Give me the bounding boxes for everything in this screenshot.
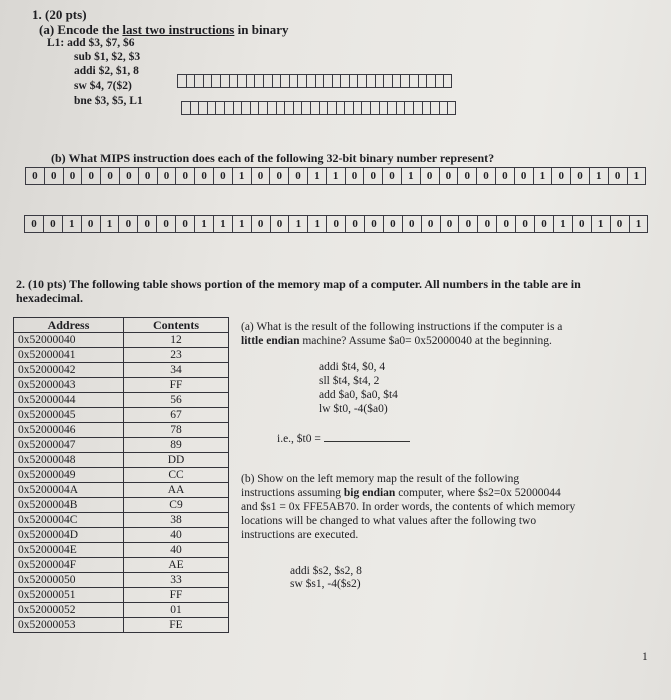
code-line-2: sub $1, $2, $3	[74, 51, 141, 63]
binary-digit: 0	[609, 168, 628, 184]
binary-digit: 1	[308, 168, 327, 184]
bit-slot[interactable]	[224, 101, 233, 115]
binary-digit: 1	[590, 168, 609, 184]
address-cell: 0x5200004A	[14, 483, 124, 498]
address-header: Address	[14, 318, 124, 333]
contents-cell: 12	[124, 333, 229, 348]
binary-digit: 0	[422, 216, 441, 232]
bit-slot[interactable]	[233, 101, 242, 115]
binary-digit: 0	[535, 216, 554, 232]
binary-digit: 0	[120, 168, 139, 184]
contents-cell: 38	[124, 513, 229, 528]
bit-slot[interactable]	[241, 101, 250, 115]
binary-word-1	[25, 167, 646, 185]
binary-digit: 0	[346, 168, 365, 184]
binary-digit: 0	[176, 168, 195, 184]
bit-slot[interactable]	[215, 101, 224, 115]
address-cell: 0x5200004C	[14, 513, 124, 528]
binary-digit: 1	[327, 168, 346, 184]
binary-digit: 1	[233, 168, 252, 184]
q2a-code-2: sll $t4, $t4, 2	[319, 375, 380, 387]
big-endian-emphasis: big endian	[343, 487, 396, 499]
q1-heading: 1. (20 pts)	[32, 7, 87, 22]
bit-slot[interactable]	[250, 101, 259, 115]
contents-cell: FF	[124, 588, 229, 603]
memory-map-table	[13, 317, 229, 633]
page-number: 1	[642, 651, 648, 663]
answer-box-sw[interactable]	[177, 74, 452, 88]
binary-digit: 0	[403, 216, 422, 232]
binary-digit: 1	[628, 168, 647, 184]
binary-digit: 0	[138, 216, 157, 232]
binary-digit: 0	[571, 168, 590, 184]
bit-slot[interactable]	[203, 74, 212, 88]
contents-cell: CC	[124, 468, 229, 483]
binary-digit: 0	[459, 216, 478, 232]
binary-digit: 0	[26, 168, 45, 184]
bit-slot[interactable]	[396, 101, 405, 115]
contents-cell: 40	[124, 528, 229, 543]
binary-word-2	[24, 215, 648, 233]
binary-digit: 1	[101, 216, 120, 232]
q2-heading-line-2: hexadecimal.	[16, 291, 83, 305]
bit-slot[interactable]	[198, 101, 207, 115]
binary-digit: 1	[554, 216, 573, 232]
binary-digit: 0	[364, 168, 383, 184]
table-row	[14, 588, 229, 603]
answer-blank[interactable]	[324, 430, 410, 442]
binary-digit: 1	[63, 216, 82, 232]
bit-slot[interactable]	[276, 101, 285, 115]
bit-slot[interactable]	[246, 74, 255, 88]
address-cell: 0x52000044	[14, 393, 124, 408]
bit-slot[interactable]	[181, 101, 190, 115]
table-row	[14, 513, 229, 528]
contents-cell: 34	[124, 363, 229, 378]
binary-digit: 0	[365, 216, 384, 232]
binary-digit: 0	[119, 216, 138, 232]
binary-digit: 0	[25, 216, 44, 232]
table-row	[14, 438, 229, 453]
contents-cell: C9	[124, 498, 229, 513]
bit-slot[interactable]	[289, 74, 298, 88]
binary-digit: 0	[44, 216, 63, 232]
bit-slot[interactable]	[418, 74, 427, 88]
address-cell: 0x5200004D	[14, 528, 124, 543]
contents-cell: FE	[124, 618, 229, 633]
address-cell: 0x52000052	[14, 603, 124, 618]
address-cell: 0x52000040	[14, 333, 124, 348]
bit-slot[interactable]	[263, 74, 272, 88]
bit-slot[interactable]	[426, 74, 435, 88]
address-cell: 0x52000049	[14, 468, 124, 483]
bit-slot[interactable]	[379, 101, 388, 115]
bit-slot[interactable]	[310, 101, 319, 115]
bit-slot[interactable]	[413, 101, 422, 115]
bit-slot[interactable]	[319, 101, 328, 115]
bit-slot[interactable]	[404, 101, 413, 115]
binary-digit: 0	[214, 168, 233, 184]
bit-slot[interactable]	[439, 101, 448, 115]
table-row	[14, 498, 229, 513]
binary-digit: 1	[402, 168, 421, 184]
binary-digit: 1	[308, 216, 327, 232]
bit-slot[interactable]	[435, 74, 444, 88]
binary-digit: 1	[592, 216, 611, 232]
bit-slot[interactable]	[229, 74, 238, 88]
binary-digit: 0	[158, 168, 177, 184]
address-cell: 0x52000048	[14, 453, 124, 468]
binary-digit: 0	[157, 216, 176, 232]
binary-digit: 0	[289, 168, 308, 184]
binary-digit: 0	[176, 216, 195, 232]
binary-digit: 1	[534, 168, 553, 184]
bit-slot[interactable]	[366, 74, 375, 88]
contents-cell: 56	[124, 393, 229, 408]
table-row	[14, 348, 229, 363]
binary-digit: 0	[346, 216, 365, 232]
bit-slot[interactable]	[237, 74, 246, 88]
binary-digit: 0	[139, 168, 158, 184]
address-cell: 0x5200004F	[14, 558, 124, 573]
binary-digit: 0	[383, 168, 402, 184]
q2a-answer-line: i.e., $t0 =	[277, 430, 410, 445]
bit-slot[interactable]	[332, 74, 341, 88]
table-row	[14, 363, 229, 378]
bit-slot[interactable]	[220, 74, 229, 88]
address-cell: 0x52000043	[14, 378, 124, 393]
table-row	[14, 483, 229, 498]
address-cell: 0x52000050	[14, 573, 124, 588]
binary-digit: 0	[441, 216, 460, 232]
contents-cell: DD	[124, 453, 229, 468]
bit-slot[interactable]	[301, 101, 310, 115]
q2b-code-1: addi $s2, $s2, 8	[290, 565, 362, 577]
binary-digit: 0	[497, 216, 516, 232]
bit-slot[interactable]	[400, 74, 409, 88]
table-row	[14, 528, 229, 543]
bit-slot[interactable]	[336, 101, 345, 115]
table-row	[14, 543, 229, 558]
q1-part-a-emphasis: last two instructions	[122, 22, 235, 37]
address-cell: 0x52000047	[14, 438, 124, 453]
binary-digit: 0	[252, 168, 271, 184]
binary-digit: 0	[195, 168, 214, 184]
bit-slot[interactable]	[194, 74, 203, 88]
address-cell: 0x52000051	[14, 588, 124, 603]
bit-slot[interactable]	[383, 74, 392, 88]
contents-cell: 40	[124, 543, 229, 558]
bit-slot[interactable]	[422, 101, 431, 115]
q2-part-b-prompt: (b) Show on the left memory map the result of the following instructions assuming big endian computer, where $s2=0x 52000044 and $s1 = 0x FFE5AB70. In order words, the contents of which memory locations will be changed to what values after the following two instructions are executed.	[241, 473, 576, 541]
table-row	[14, 618, 229, 633]
code-line-1: L1: add $3, $7, $6	[47, 37, 135, 49]
code-line-3: addi $2, $1, 8	[74, 65, 139, 77]
binary-digit: 0	[496, 168, 515, 184]
bit-slot[interactable]	[297, 74, 306, 88]
binary-digit: 0	[45, 168, 64, 184]
binary-digit: 1	[195, 216, 214, 232]
binary-digit: 0	[458, 168, 477, 184]
q1-part-a-prompt: (a) Encode the last two instructions in binary	[39, 22, 289, 37]
little-endian-emphasis: little endian	[241, 335, 300, 347]
address-cell: 0x52000045	[14, 408, 124, 423]
binary-digit: 0	[516, 216, 535, 232]
binary-digit: 1	[214, 216, 233, 232]
binary-digit: 0	[573, 216, 592, 232]
bit-slot[interactable]	[211, 74, 220, 88]
binary-digit: 0	[477, 168, 496, 184]
address-cell: 0x52000053	[14, 618, 124, 633]
answer-box-bne[interactable]	[181, 101, 456, 115]
address-cell: 0x5200004B	[14, 498, 124, 513]
bit-slot[interactable]	[190, 101, 199, 115]
bit-slot[interactable]	[409, 74, 418, 88]
binary-digit: 0	[82, 168, 101, 184]
binary-digit: 0	[64, 168, 83, 184]
q2a-code-3: add $a0, $a0, $t4	[319, 389, 398, 401]
table-row	[14, 378, 229, 393]
q2b-code-2: sw $s1, -4($s2)	[290, 578, 361, 590]
address-cell: 0x52000046	[14, 423, 124, 438]
binary-digit: 0	[327, 216, 346, 232]
bit-slot[interactable]	[349, 74, 358, 88]
bit-slot[interactable]	[207, 101, 216, 115]
code-line-4: sw $4, 7($2)	[74, 80, 132, 92]
binary-digit: 0	[270, 168, 289, 184]
table-row	[14, 573, 229, 588]
bit-slot[interactable]	[315, 74, 324, 88]
table-row	[14, 453, 229, 468]
q1-part-b-prompt: (b) What MIPS instruction does each of the following 32-bit binary number represent?	[51, 151, 495, 165]
binary-digit: 0	[271, 216, 290, 232]
bit-slot[interactable]	[447, 101, 456, 115]
table-row	[14, 468, 229, 483]
table-row	[14, 393, 229, 408]
bit-slot[interactable]	[272, 74, 281, 88]
bit-slot[interactable]	[177, 74, 186, 88]
bit-slot[interactable]	[186, 74, 195, 88]
bit-slot[interactable]	[280, 74, 289, 88]
binary-digit: 0	[515, 168, 534, 184]
bit-slot[interactable]	[443, 74, 452, 88]
bit-slot[interactable]	[387, 101, 396, 115]
bit-slot[interactable]	[344, 101, 353, 115]
binary-digit: 0	[478, 216, 497, 232]
table-row	[14, 423, 229, 438]
bit-slot[interactable]	[267, 101, 276, 115]
q2-heading-line-1: 2. (10 pts) The following table shows portion of the memory map of a computer. All numbers in the table are in	[16, 277, 581, 291]
address-cell: 0x52000042	[14, 363, 124, 378]
contents-cell: 67	[124, 408, 229, 423]
bit-slot[interactable]	[361, 101, 370, 115]
bit-slot[interactable]	[254, 74, 263, 88]
q2a-code-4: lw $t0, -4($a0)	[319, 403, 388, 415]
table-row	[14, 333, 229, 348]
bit-slot[interactable]	[323, 74, 332, 88]
q2a-code-1: addi $t4, $0, 4	[319, 361, 386, 373]
bit-slot[interactable]	[293, 101, 302, 115]
contents-cell: 89	[124, 438, 229, 453]
bit-slot[interactable]	[284, 101, 293, 115]
binary-digit: 0	[440, 168, 459, 184]
binary-digit: 1	[289, 216, 308, 232]
bit-slot[interactable]	[353, 101, 362, 115]
contents-cell: 01	[124, 603, 229, 618]
contents-cell: AA	[124, 483, 229, 498]
binary-digit: 0	[101, 168, 120, 184]
address-cell: 0x52000041	[14, 348, 124, 363]
table-row	[14, 603, 229, 618]
binary-digit: 0	[384, 216, 403, 232]
bit-slot[interactable]	[357, 74, 366, 88]
binary-digit: 1	[630, 216, 649, 232]
binary-digit: 0	[421, 168, 440, 184]
binary-digit: 0	[611, 216, 630, 232]
bit-slot[interactable]	[258, 101, 267, 115]
contents-header: Contents	[124, 318, 229, 333]
table-row	[14, 408, 229, 423]
bit-slot[interactable]	[327, 101, 336, 115]
binary-digit: 0	[252, 216, 271, 232]
q2-part-a-prompt: (a) What is the result of the following instructions if the computer is a little endian machine? Assume $a0= 0x52000040 at the beginning.	[241, 321, 563, 347]
bit-slot[interactable]	[375, 74, 384, 88]
binary-digit: 1	[233, 216, 252, 232]
bit-slot[interactable]	[370, 101, 379, 115]
contents-cell: AE	[124, 558, 229, 573]
contents-cell: FF	[124, 378, 229, 393]
address-cell: 0x5200004E	[14, 543, 124, 558]
bit-slot[interactable]	[306, 74, 315, 88]
bit-slot[interactable]	[430, 101, 439, 115]
binary-digit: 0	[82, 216, 101, 232]
code-line-5: bne $3, $5, L1	[74, 95, 143, 107]
table-row	[14, 558, 229, 573]
contents-cell: 78	[124, 423, 229, 438]
bit-slot[interactable]	[392, 74, 401, 88]
contents-cell: 23	[124, 348, 229, 363]
contents-cell: 33	[124, 573, 229, 588]
binary-digit: 0	[552, 168, 571, 184]
bit-slot[interactable]	[340, 74, 349, 88]
